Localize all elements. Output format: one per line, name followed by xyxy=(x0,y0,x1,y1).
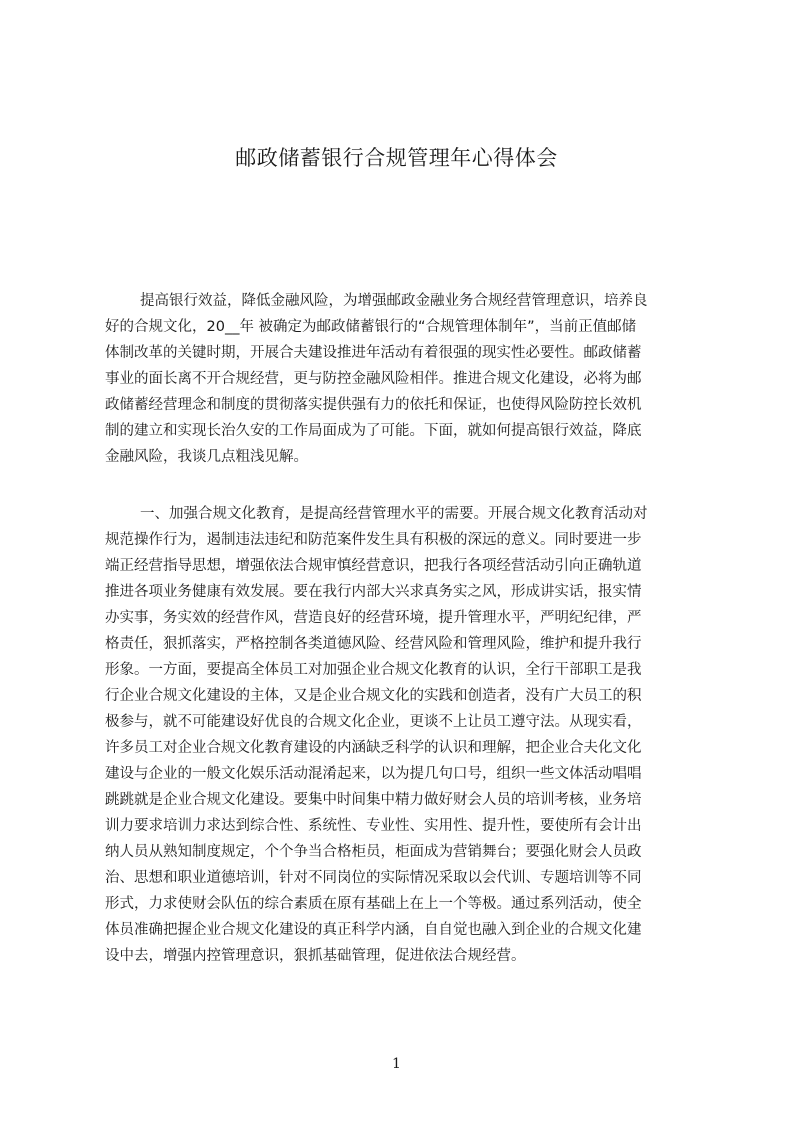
paragraph-line: 端正经营指导思想，增强依法合规审慎经营意识，把我行各项经营活动引向正确轨道 xyxy=(105,558,642,574)
paragraph-line: 治、思想和职业道德培训，针对不同岗位的实际情况采取以会代训、专题培训等不同 xyxy=(105,870,642,886)
paragraph-line: 规范操作行为，遏制违法违纪和防范案件发生具有积极的深远的意义。同时要进一步 xyxy=(105,532,642,548)
paragraph-line: 政储蓄经营理念和制度的贯彻落实提供强有力的依托和保证，也使得风险防控长效机 xyxy=(105,397,642,413)
document-title: 邮政储蓄银行合规管理年心得体会 xyxy=(235,146,558,170)
paragraph-line: 体制改革的关键时期，开展合夫建设推进年活动有着很强的现实性必要性。邮政储蓄 xyxy=(105,345,642,361)
paragraph-line: 推进各项业务健康有效发展。要在我行内部大兴求真务实之风，形成讲实话，报实情 xyxy=(105,584,642,600)
paragraph-line: 形象。一方面，要提高全体员工对加强企业合规文化教育的认识，全行干部职工是我 xyxy=(105,662,642,678)
paragraph-line: 跳跳就是企业合规文化建设。要集中时间集中精力做好财会人员的培训考核，业务培 xyxy=(105,792,642,808)
paragraph-line: 训力要求培训力求达到综合性、系统性、专业性、实用性、提升性，要使所有会计出 xyxy=(105,818,642,834)
paragraph-line: 形式，力求使财会队伍的综合素质在原有基础上在上一个等极。通过系列活动，使全 xyxy=(105,896,642,912)
paragraph-line: 格责任，狠抓落实，严格控制各类道德风险、经营风险和管理风险，维护和提升我行 xyxy=(105,636,642,652)
paragraph-line: 体员准确把握企业合规文化建设的真正科学内涵，自自觉也融入到企业的合规文化建 xyxy=(105,922,642,938)
paragraph-line: 建设与企业的一般文化娱乐活动混淆起来，以为提几句口号，组织一些文体活动唱唱 xyxy=(105,766,642,782)
paragraph-line: 设中去，增强内控管理意识，狠抓基础管理，促进依法合规经营。 xyxy=(105,948,526,964)
paragraph-line: 纳人员从熟知制度规定，个个争当合格柜员，柜面成为营销舞台；要强化财会人员政 xyxy=(105,844,642,860)
paragraph-line: 金融风险，我谈几点粗浅见解。 xyxy=(105,449,308,465)
paragraph-line: 制的建立和实现长治久安的工作局面成为了可能。下面，就如何提高银行效益，降底 xyxy=(105,423,642,439)
paragraph-line: 事业的面长离不开合规经营，更与防控金融风险相伴。推进合规文化建设，必将为邮 xyxy=(105,371,642,387)
paragraph-line: 好的合规文化，20__年 被确定为邮政储蓄银行的“合规管理体制年”，当前正值邮储 xyxy=(105,319,637,335)
paragraph-line: 极参与，就不可能建设好优良的合规文化企业，更谈不上让员工遵守法。从现实看， xyxy=(105,714,642,730)
paragraph-line: 行企业合规文化建设的主体，又是企业合规文化的实践和创造者，没有广大员工的积 xyxy=(105,688,642,704)
paragraph-line: 一、加强合规文化教育，是提高经营管理水平的需要。开展合规文化教育活动对 xyxy=(140,506,648,522)
paragraph-line: 许多员工对企业合规文化教育建设的内涵缺乏科学的认识和理解，把企业合夫化文化 xyxy=(105,740,642,756)
paragraph-line: 办实事，务实效的经营作风，营造良好的经营环境，提升管理水平，严明纪纪律，严 xyxy=(105,610,642,626)
paragraph-line: 提高银行效益，降低金融风险，为增强邮政金融业务合规经营管理意识，培养良 xyxy=(140,293,648,309)
page-number: 1 xyxy=(392,1056,401,1072)
